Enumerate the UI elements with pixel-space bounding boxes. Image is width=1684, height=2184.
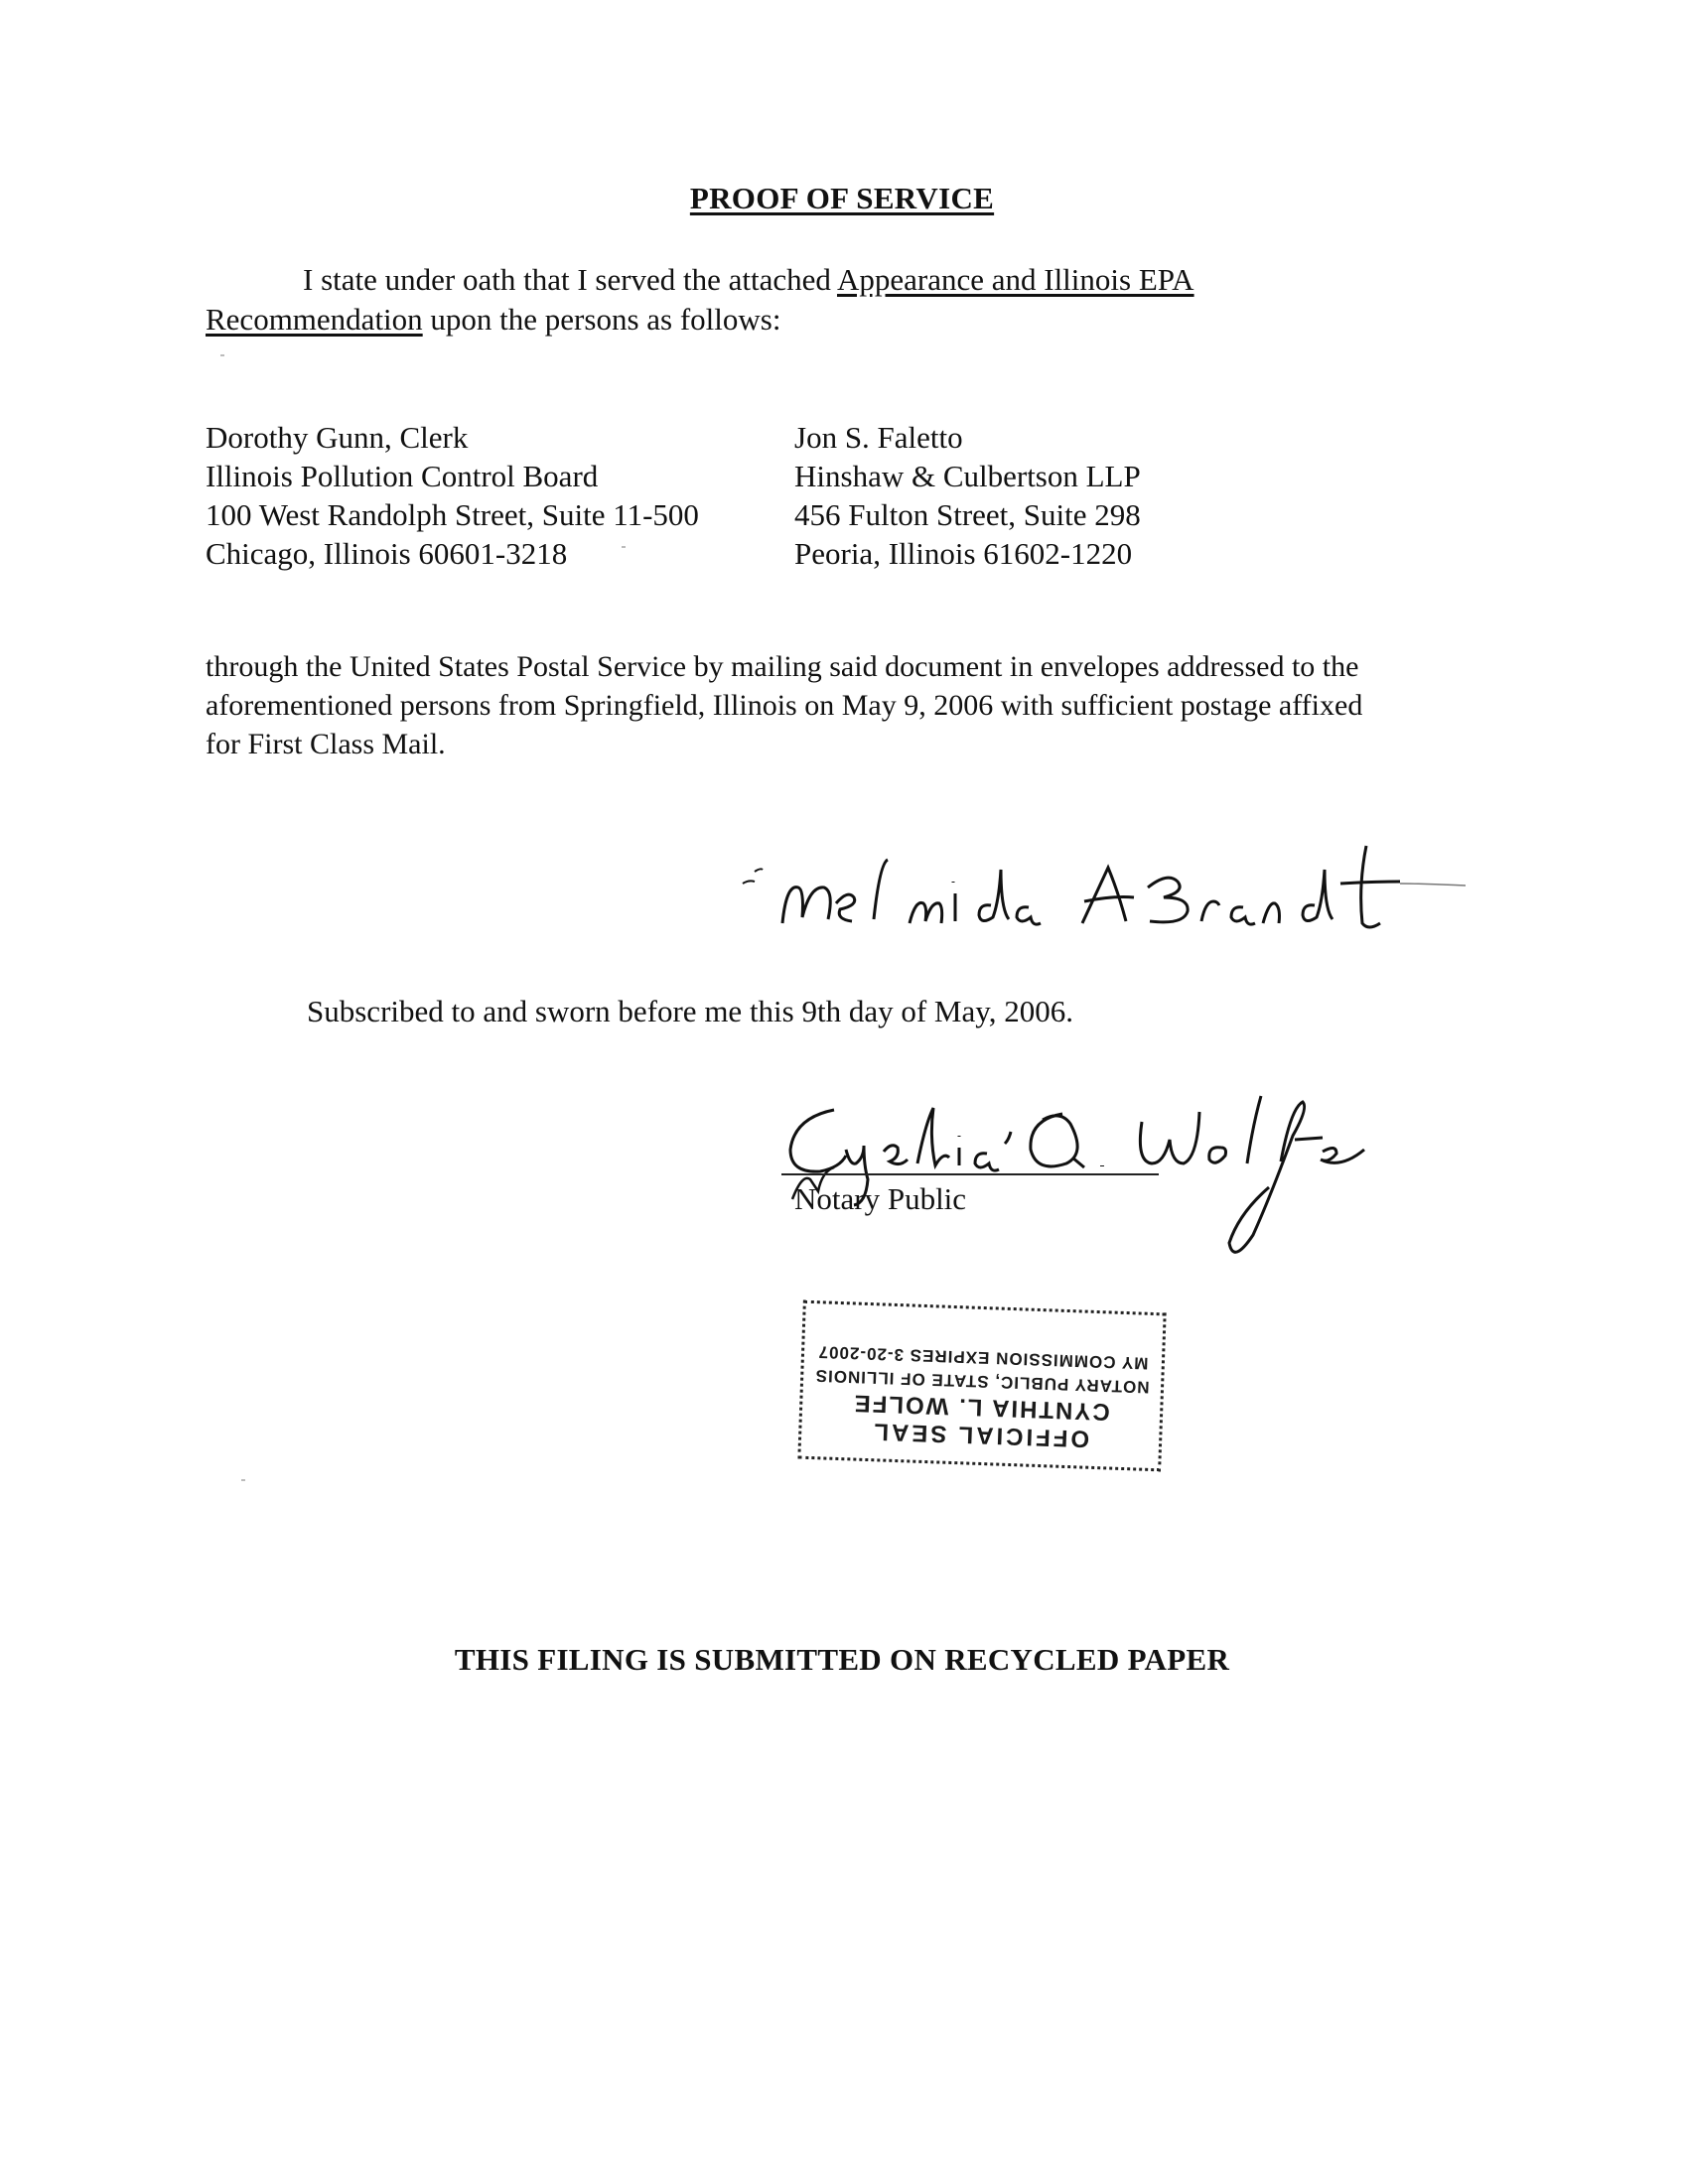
document-name-part1: Appearance and Illinois EPA [836, 262, 1194, 297]
service-line: through the United States Postal Service by mailing said document in envelopes addressed to the [206, 650, 1359, 683]
service-line: aforementioned persons from Springfield, Illinois on May 9, 2006 with sufficient postage affixed [206, 689, 1363, 722]
signer-signature [735, 832, 1470, 941]
scan-speck [622, 546, 626, 548]
recipient-address-counsel [794, 418, 1350, 573]
address-line: Peoria, Illinois 61602-1220 [794, 536, 1133, 571]
document-name-part2: Recommendation [206, 302, 423, 337]
address-line: 456 Fulton Street, Suite 298 [794, 497, 1141, 532]
signature-scribble [735, 832, 1470, 941]
address-line: 100 West Randolph Street, Suite 11-500 [206, 497, 699, 532]
page-title: PROOF OF SERVICE [689, 181, 995, 215]
address-line: Jon S. Faletto [794, 420, 963, 455]
address-line: Chicago, Illinois 60601-3218 [206, 536, 568, 571]
sworn-statement: Subscribed to and sworn before me this 9th day of May, 2006. [307, 994, 1073, 1028]
seal-title: OFFICIAL SEAL [870, 1418, 1090, 1452]
notary-label: Notary Public [794, 1181, 967, 1216]
intro-text-before: I state under oath that I served the attached [303, 262, 837, 297]
recycled-paper-notice: THIS FILING IS SUBMITTED ON RECYCLED PAPER [454, 1642, 1230, 1677]
service-line: for First Class Mail. [206, 728, 446, 760]
address-line: Dorothy Gunn, Clerk [206, 420, 469, 455]
service-paragraph [206, 647, 1516, 763]
notary-signature-line [781, 1173, 1159, 1175]
seal-jurisdiction: NOTARY PUBLIC, STATE OF ILLINOIS [814, 1366, 1150, 1397]
official-seal-stamp [797, 1300, 1166, 1472]
scan-speck [241, 1479, 245, 1481]
intro-paragraph [206, 260, 1496, 340]
seal-notary-name: CYNTHIA L. WOLFE [852, 1389, 1111, 1426]
intro-text-after: upon the persons as follows: [422, 302, 781, 337]
seal-expiration: MY COMMISSION EXPIRES 3-20-2007 [817, 1342, 1149, 1373]
scan-speck [220, 354, 224, 356]
address-line: Hinshaw & Culbertson LLP [794, 459, 1141, 493]
recipient-address-clerk [206, 418, 762, 573]
address-line: Illinois Pollution Control Board [206, 459, 599, 493]
